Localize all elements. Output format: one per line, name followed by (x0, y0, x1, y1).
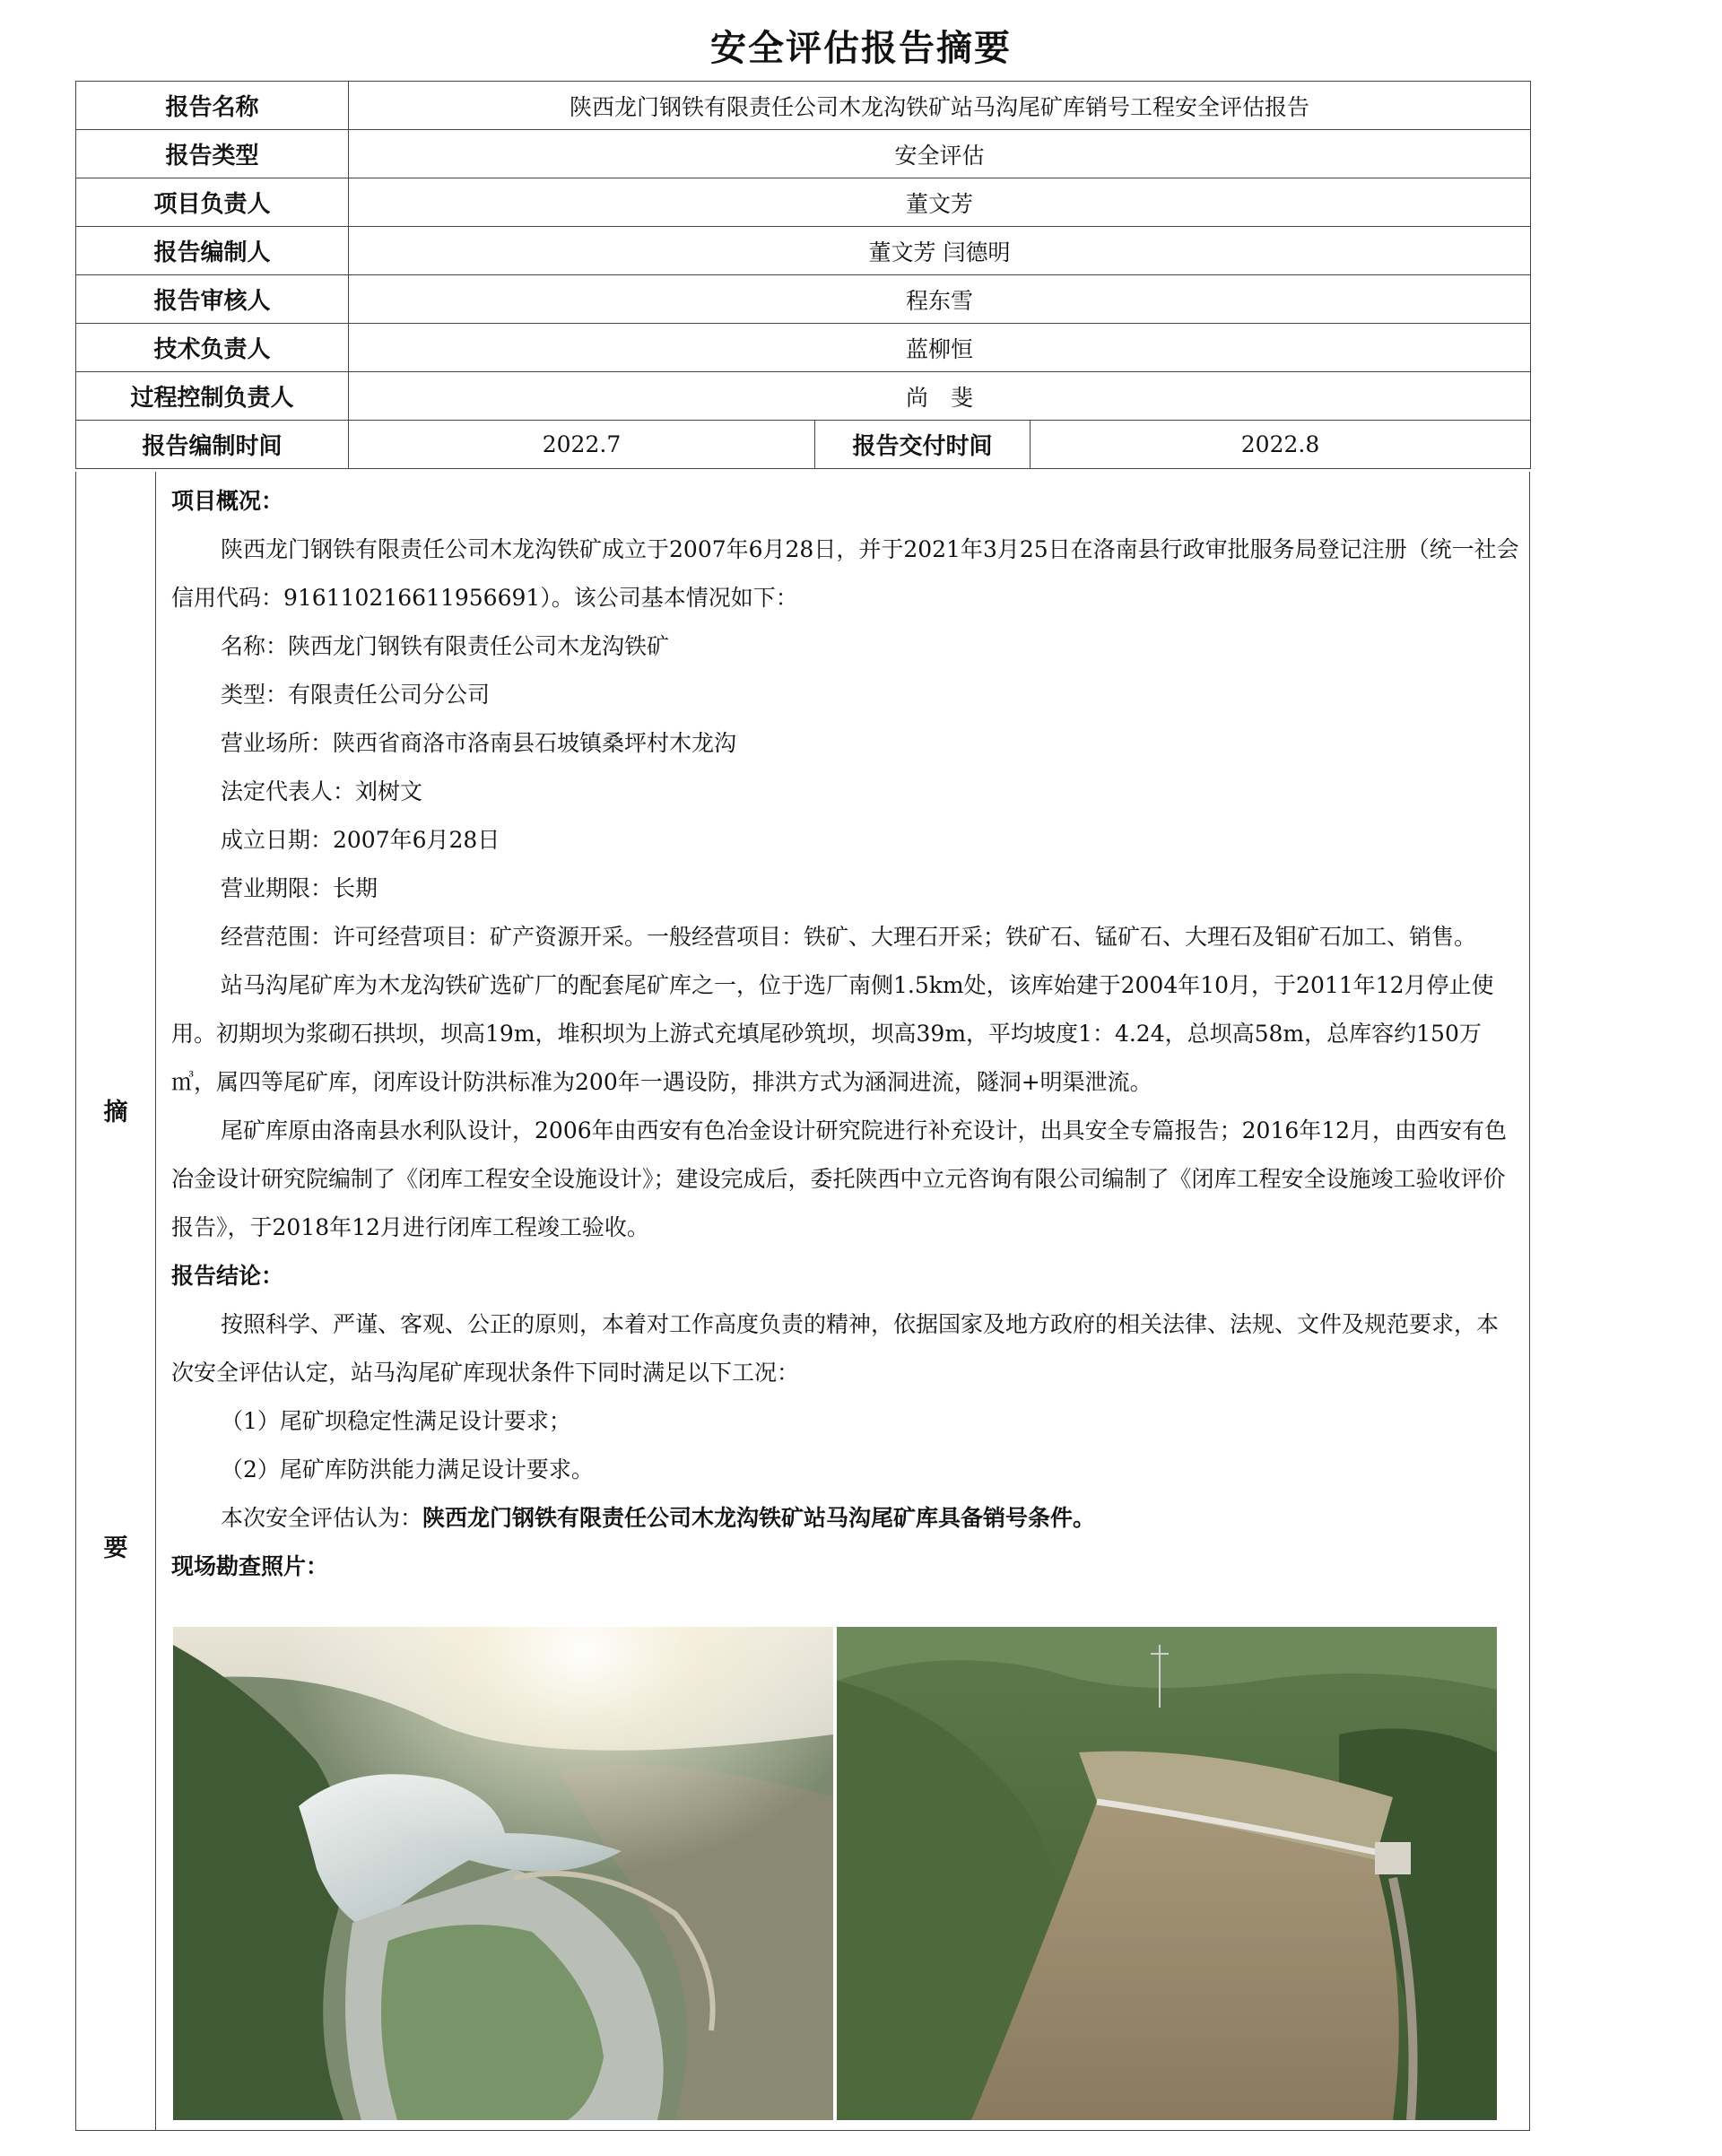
summary-divider (155, 472, 156, 2130)
conclusion-final (171, 1494, 1520, 1543)
reservoir-aerial-photo (173, 1627, 833, 2120)
compile-time-label: 报告编制时间 (76, 421, 349, 469)
delivery-time-label: 报告交付时间 (815, 421, 1031, 469)
company-place: 营业场所：陕西省商洛市洛南县石坡镇桑坪村木龙沟 (221, 730, 737, 756)
process-lead-value: 尚 斐 (349, 372, 1531, 421)
reviewer-label: 报告审核人 (76, 275, 349, 324)
photo-strip (173, 1627, 1499, 2120)
report-name-value: 陕西龙门钢铁有限责任公司木龙沟铁矿站马沟尾矿库销号工程安全评估报告 (349, 82, 1531, 130)
conclusion-item-2: （2）尾矿库防洪能力满足设计要求。 (221, 1456, 594, 1482)
row-process-lead (76, 372, 1531, 421)
process-lead-label: 过程控制负责人 (76, 372, 349, 421)
conclusion-para: 按照科学、严谨、客观、公正的原则，本着对工作高度负责的精神，依据国家及地方政府的相关法律、法规、文件及规范要求，本次安全评估认定，站马沟尾矿库现状条件下同时满足以下工况： (171, 1311, 1500, 1386)
summary-content (171, 477, 1520, 1591)
project-lead-label: 项目负责人 (76, 178, 349, 227)
row-tech-lead (76, 324, 1531, 372)
reviewer-value: 程东雪 (349, 275, 1531, 324)
summary-section (75, 472, 1530, 2131)
report-type-value: 安全评估 (349, 130, 1531, 178)
company-term: 营业期限：长期 (221, 875, 378, 901)
row-project-lead (76, 178, 1531, 227)
conclusion-item-1: （1）尾矿坝稳定性满足设计要求； (221, 1408, 571, 1434)
row-report-type (76, 130, 1531, 178)
delivery-time-value: 2022.8 (1031, 421, 1531, 469)
side-label-bottom: 要 (103, 1534, 128, 1562)
report-name-label: 报告名称 (76, 82, 349, 130)
row-reviewer (76, 275, 1531, 324)
info-table (75, 81, 1531, 469)
compiler-value: 董文芳 闫德明 (349, 227, 1531, 275)
company-scope: 经营范围：许可经营项目：矿产资源开采。一般经营项目：铁矿、大理石开采；铁矿石、锰矿石、大理石及钼矿石加工、销售。 (221, 924, 1477, 950)
page-title: 安全评估报告摘要 (710, 28, 1012, 69)
conclusion-heading: 报告结论： (171, 1263, 284, 1289)
company-rep: 法定代表人：刘树文 (221, 778, 423, 804)
overview-heading: 项目概况： (171, 488, 284, 514)
conclusion-final-prefix: 本次安全评估认为： (221, 1505, 423, 1531)
company-date: 成立日期：2007年6月28日 (221, 827, 500, 853)
company-name: 名称：陕西龙门钢铁有限责任公司木龙沟铁矿 (221, 633, 670, 659)
row-times (76, 421, 1531, 469)
compile-time-value: 2022.7 (349, 421, 815, 469)
company-type: 类型：有限责任公司分公司 (221, 682, 491, 708)
row-report-name (76, 82, 1531, 130)
compiler-label: 报告编制人 (76, 227, 349, 275)
row-compiler (76, 227, 1531, 275)
tech-lead-label: 技术负责人 (76, 324, 349, 372)
project-lead-value: 董文芳 (349, 178, 1531, 227)
overview-para1: 站马沟尾矿库为木龙沟铁矿选矿厂的配套尾矿库之一，位于选厂南侧1.5km处，该库始建于2004年10月，于2011年12月停止使用。初期坝为浆砌石拱坝，坝高19m，堆积坝为上游式充填尾砂筑坝，坝高39m，平均坡度1：4.24，总坝高58m，总库容约150万㎥，属四等尾矿库，闭库设计防洪标准为200年一遇设防，排洪方式为涵洞进流，隧洞+明渠泄流。 (171, 972, 1494, 1095)
dam-aerial-photo (837, 1627, 1497, 2120)
tech-lead-value: 蓝柳恒 (349, 324, 1531, 372)
conclusion-final-bold: 陕西龙门钢铁有限责任公司木龙沟铁矿站马沟尾矿库具备销号条件。 (422, 1505, 1096, 1531)
side-label-top: 摘 (103, 1099, 128, 1126)
overview-intro: 陕西龙门钢铁有限责任公司木龙沟铁矿成立于2007年6月28日，并于2021年3月25日在洛南县行政审批服务局登记注册（统一社会信用代码：916110216611956691）。该公司基本情况如下： (171, 536, 1519, 611)
report-type-label: 报告类型 (76, 130, 349, 178)
overview-para2: 尾矿库原由洛南县水利队设计，2006年由西安有色冶金设计研究院进行补充设计，出具安全专篇报告；2016年12月，由西安有色冶金设计研究院编制了《闭库工程安全设施设计》；建设完成后，委托陕西中立元咨询有限公司编制了《闭库工程安全设施竣工验收评价报告》，于2018年12月进行闭库工程竣工验收。 (171, 1117, 1508, 1240)
photos-heading: 现场勘查照片： (171, 1553, 329, 1579)
